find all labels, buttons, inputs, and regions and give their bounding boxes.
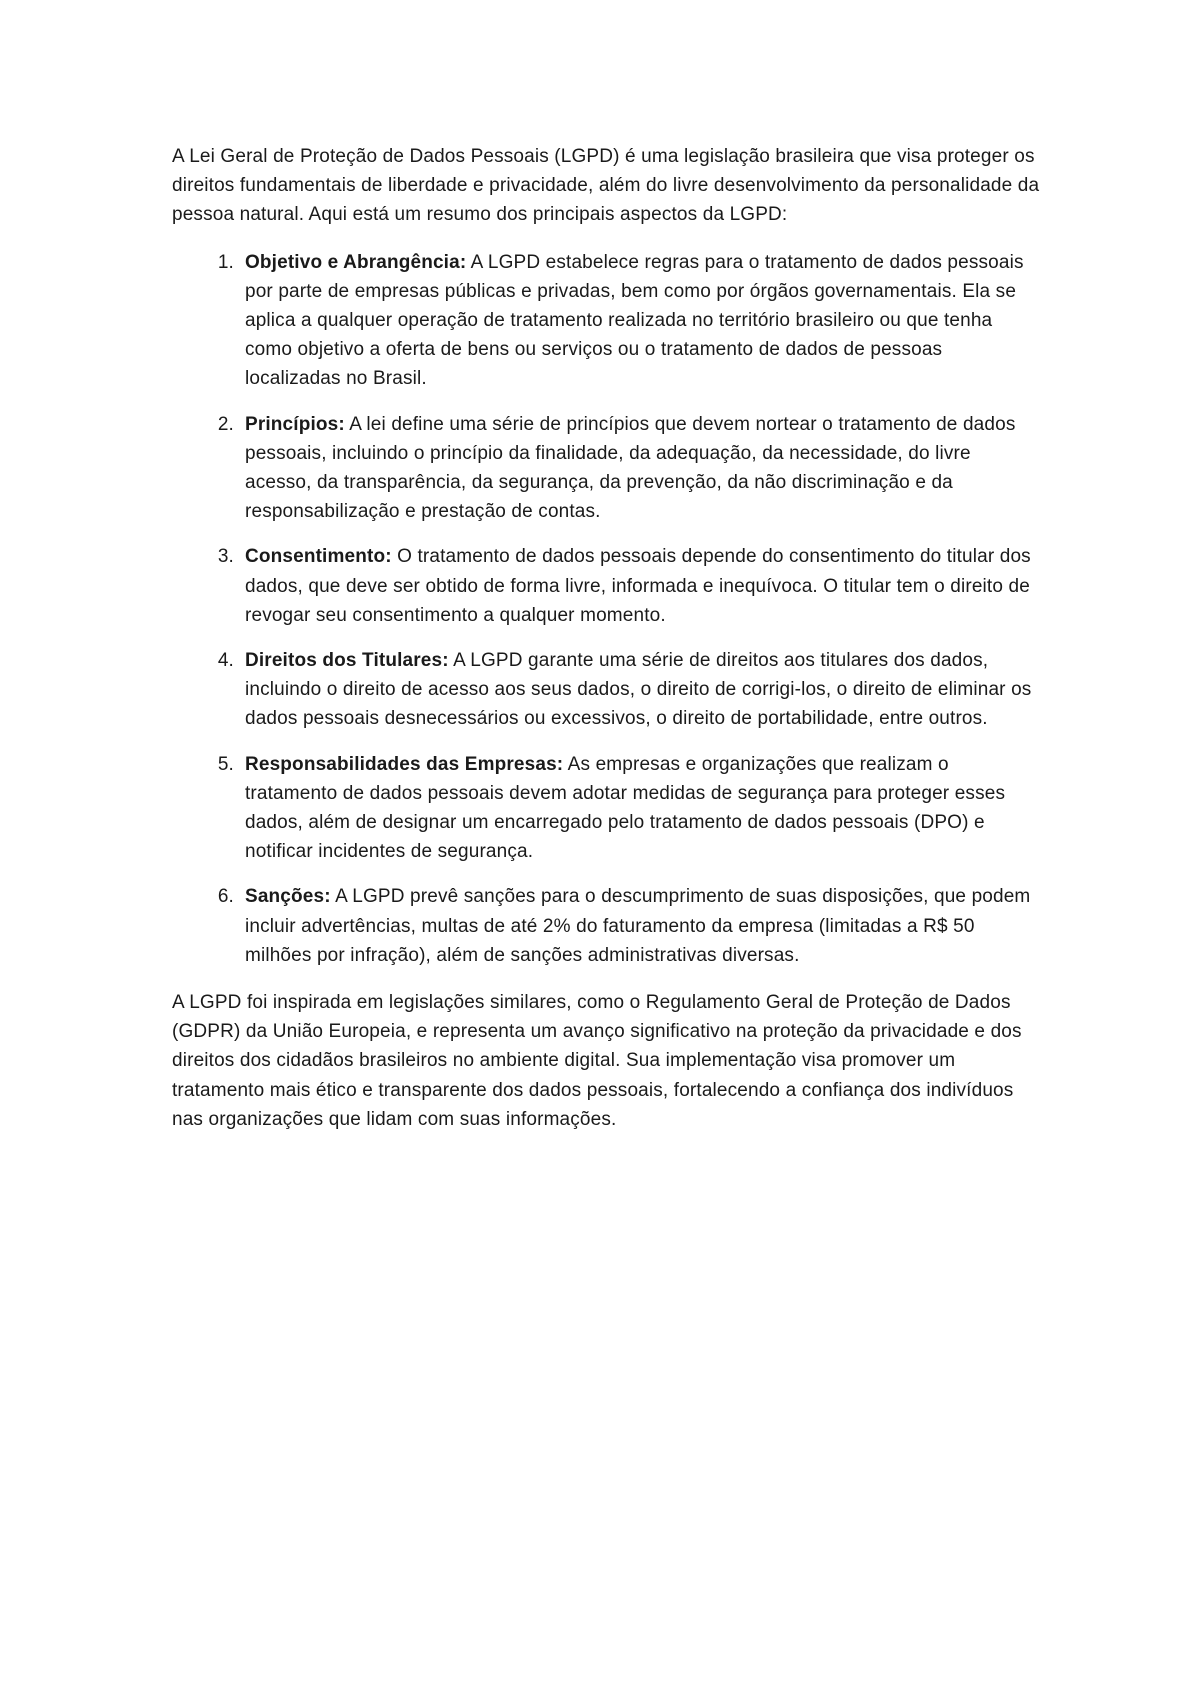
list-item-title: Responsabilidades das Empresas: xyxy=(245,753,564,775)
list-item xyxy=(172,750,1042,867)
list-item xyxy=(172,646,1042,734)
list-item-title: Princípios: xyxy=(245,413,345,435)
list-item-number: 5. xyxy=(217,753,234,775)
list-item-title: Sanções: xyxy=(245,886,331,908)
list-item-text: As empresas e organizações que realizam o tratamento de dados pessoais devem adotar medidas de segurança para proteger esses dados, além de designar um encarregado pelo tratamento de dados pessoais (DPO) e notificar incidentes de segurança. xyxy=(245,753,1006,863)
list-item xyxy=(172,410,1042,527)
list-item xyxy=(172,248,1042,394)
list-item-title: Objetivo e Abrangência: xyxy=(245,251,467,273)
list-item-title: Consentimento: xyxy=(245,546,392,568)
list-item xyxy=(172,882,1042,970)
list-item-number: 3. xyxy=(217,546,234,568)
list-item-number: 2. xyxy=(217,413,234,435)
list-item-text: A lei define uma série de princípios que devem nortear o tratamento de dados pessoais, incluindo o princípio da finalidade, da adequação, da necessidade, do livre acesso, da transparência, da segurança, da prevenção, da não discriminação e da responsabilização e prestação de contas. xyxy=(245,413,1016,523)
document-body xyxy=(172,142,1042,1134)
list-item-text: A LGPD garante uma série de direitos aos titulares dos dados, incluindo o direito de acesso aos seus dados, o direito de corrigi-los, o direito de eliminar os dados pessoais desnecessários ou excessivos, o direito de portabilidade, entre outros. xyxy=(245,650,1032,730)
list-item-number: 4. xyxy=(217,650,234,672)
list-item-text: A LGPD estabelece regras para o tratamento de dados pessoais por parte de empresas públicas e privadas, bem como por órgãos governamentais. Ela se aplica a qualquer operação de tratamento realizada no território brasileiro ou que tenha como objetivo a oferta de bens ou serviços ou o tratamento de dados de pessoas localizadas no Brasil. xyxy=(245,251,1024,390)
closing-paragraph: A LGPD foi inspirada em legislações similares, como o Regulamento Geral de Proteção de Dados (GDPR) da União Europeia, e representa um avanço significativo na proteção da privacidade e dos direitos dos cidadãos brasileiros no ambiente digital. Sua implementação visa promover um tratamento mais ético e transparente dos dados pessoais, fortalecendo a confiança dos indivíduos nas organizações que lidam com suas informações. xyxy=(172,992,1022,1130)
list-item-text: O tratamento de dados pessoais depende do consentimento do titular dos dados, que deve ser obtido de forma livre, informada e inequívoca. O titular tem o direito de revogar seu consentimento a qualquer momento. xyxy=(245,546,1031,626)
intro-paragraph: A Lei Geral de Proteção de Dados Pessoais (LGPD) é uma legislação brasileira que visa proteger os direitos fundamentais de liberdade e privacidade, além do livre desenvolvimento da personalidade da pessoa natural. Aqui está um resumo dos principais aspectos da LGPD: xyxy=(172,146,1040,226)
list-item-text: A LGPD prevê sanções para o descumprimento de suas disposições, que podem incluir advertências, multas de até 2% do faturamento da empresa (limitadas a R$ 50 milhões por infração), além de sanções administrativas diversas. xyxy=(245,886,1031,966)
aspects-list xyxy=(172,248,1042,970)
list-item-number: 1. xyxy=(217,251,234,273)
list-item-number: 6. xyxy=(217,886,234,908)
list-item-title: Direitos dos Titulares: xyxy=(245,650,449,672)
list-item xyxy=(172,542,1042,630)
